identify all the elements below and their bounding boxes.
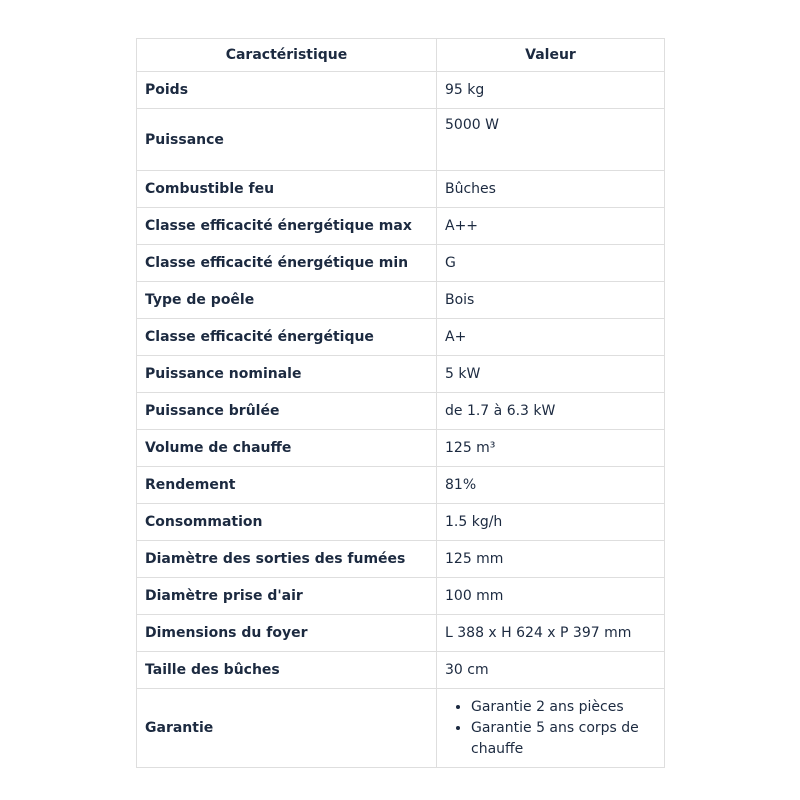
row-value: L 388 x H 624 x P 397 mm [437, 615, 665, 652]
spec-table [136, 38, 665, 768]
row-value: 5000 W [437, 109, 665, 171]
table-row [137, 467, 665, 504]
row-label: Dimensions du foyer [137, 615, 437, 652]
table-row [137, 578, 665, 615]
table-row [137, 245, 665, 282]
row-value: A++ [437, 208, 665, 245]
row-value: 100 mm [437, 578, 665, 615]
row-label: Combustible feu [137, 171, 437, 208]
row-value: 1.5 kg/h [437, 504, 665, 541]
row-label: Classe efficacité énergétique min [137, 245, 437, 282]
table-row [137, 282, 665, 319]
table-row [137, 72, 665, 109]
row-label: Puissance [137, 109, 437, 171]
table-row [137, 171, 665, 208]
row-label: Classe efficacité énergétique [137, 319, 437, 356]
row-label: Type de poêle [137, 282, 437, 319]
row-value: Bois [437, 282, 665, 319]
table-row [137, 319, 665, 356]
row-value: 95 kg [437, 72, 665, 109]
table-row [137, 393, 665, 430]
row-value: G [437, 245, 665, 282]
garantie-value [437, 689, 665, 768]
row-value: 125 m³ [437, 430, 665, 467]
table-row [137, 208, 665, 245]
header-row [137, 39, 665, 72]
list-item: • Garantie 2 ans pièces [471, 697, 656, 718]
row-value: 125 mm [437, 541, 665, 578]
row-value: de 1.7 à 6.3 kW [437, 393, 665, 430]
row-value: A+ [437, 319, 665, 356]
header-valeur: Valeur [437, 39, 665, 72]
row-value: 81% [437, 467, 665, 504]
table-row [137, 430, 665, 467]
table-row [137, 615, 665, 652]
row-label: Diamètre des sorties des fumées [137, 541, 437, 578]
row-label: Puissance brûlée [137, 393, 437, 430]
list-item: • Garantie 5 ans corps de chauffe [471, 718, 656, 760]
garantie-row [137, 689, 665, 768]
row-value: Bûches [437, 171, 665, 208]
row-label: Puissance nominale [137, 356, 437, 393]
table-row [137, 109, 665, 171]
row-label: Consommation [137, 504, 437, 541]
row-label: Volume de chauffe [137, 430, 437, 467]
header-caracteristique: Caractéristique [137, 39, 437, 72]
garantie-label: Garantie [137, 689, 437, 768]
row-label: Diamètre prise d'air [137, 578, 437, 615]
table-row [137, 504, 665, 541]
table-row [137, 356, 665, 393]
row-value: 5 kW [437, 356, 665, 393]
garantie-list [445, 697, 656, 760]
row-value: 30 cm [437, 652, 665, 689]
table-row [137, 541, 665, 578]
row-label: Poids [137, 72, 437, 109]
row-label: Taille des bûches [137, 652, 437, 689]
row-label: Classe efficacité énergétique max [137, 208, 437, 245]
table-row [137, 652, 665, 689]
row-label: Rendement [137, 467, 437, 504]
